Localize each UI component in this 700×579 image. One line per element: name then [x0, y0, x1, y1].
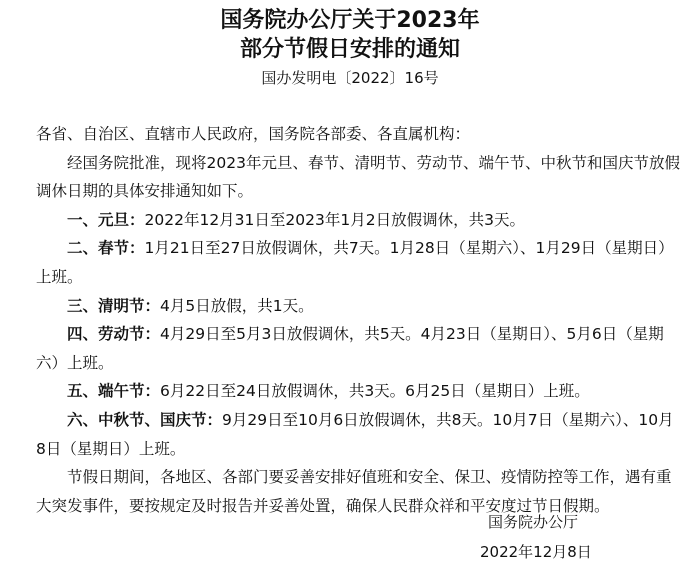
holiday-detail: 6月22日至24日放假调休，共3天。6月25日（星期日）上班。	[160, 382, 590, 401]
holiday-item	[36, 234, 680, 291]
document-number: 国办发明电〔2022〕16号	[261, 69, 439, 87]
holiday-item	[36, 320, 680, 377]
intro-paragraph: 经国务院批准，现将2023年元旦、春节、清明节、劳动节、端午节、中秋节和国庆节放假调休日期的具体安排通知如下。	[36, 153, 680, 201]
document-title-line2: 部分节假日安排的通知	[239, 37, 460, 62]
holiday-name: 三、清明节：	[67, 296, 161, 315]
holiday-detail: 1月21日至27日放假调休，共7天。1月28日（星期六）、1月29日（星期日）上班。	[36, 239, 674, 286]
issue-date: 2022年12月8日	[480, 543, 592, 561]
issuer-signature: 国务院办公厅	[488, 513, 579, 531]
holiday-name: 六、中秋节、国庆节：	[67, 410, 223, 429]
holiday-detail: 2022年12月31日至2023年1月2日放假调休，共3天。	[144, 210, 525, 229]
holiday-item	[36, 206, 680, 235]
holiday-name: 一、元旦：	[67, 210, 145, 229]
document-title-line1: 国务院办公厅关于2023年	[220, 8, 480, 33]
holiday-item	[36, 292, 680, 321]
salutation: 各省、自治区、直辖市人民政府，国务院各部委、各直属机构：	[36, 125, 471, 143]
holiday-name: 四、劳动节：	[67, 325, 161, 344]
holiday-name: 五、端午节：	[67, 382, 161, 401]
holiday-detail: 9月29日至10月6日放假调休，共8天。10月7日（星期六）、10月8日（星期日）上班。	[36, 410, 674, 458]
closing-paragraph: 节假日期间，各地区、各部门要妥善安排好值班和安全、保卫、疫情防控等工作，遇有重大突发事件，要按规定及时报告并妥善处置，确保人民群众祥和平安度过节日假期。	[36, 468, 672, 515]
holiday-item	[36, 406, 680, 463]
holiday-detail: 4月29日至5月3日放假调休，共5天。4月23日（星期日）、5月6日（星期六）上班。	[36, 325, 664, 372]
document-body	[36, 120, 680, 520]
holiday-name: 二、春节：	[67, 239, 145, 258]
holiday-item	[36, 377, 680, 406]
holiday-detail: 4月5日放假，共1天。	[160, 296, 314, 315]
